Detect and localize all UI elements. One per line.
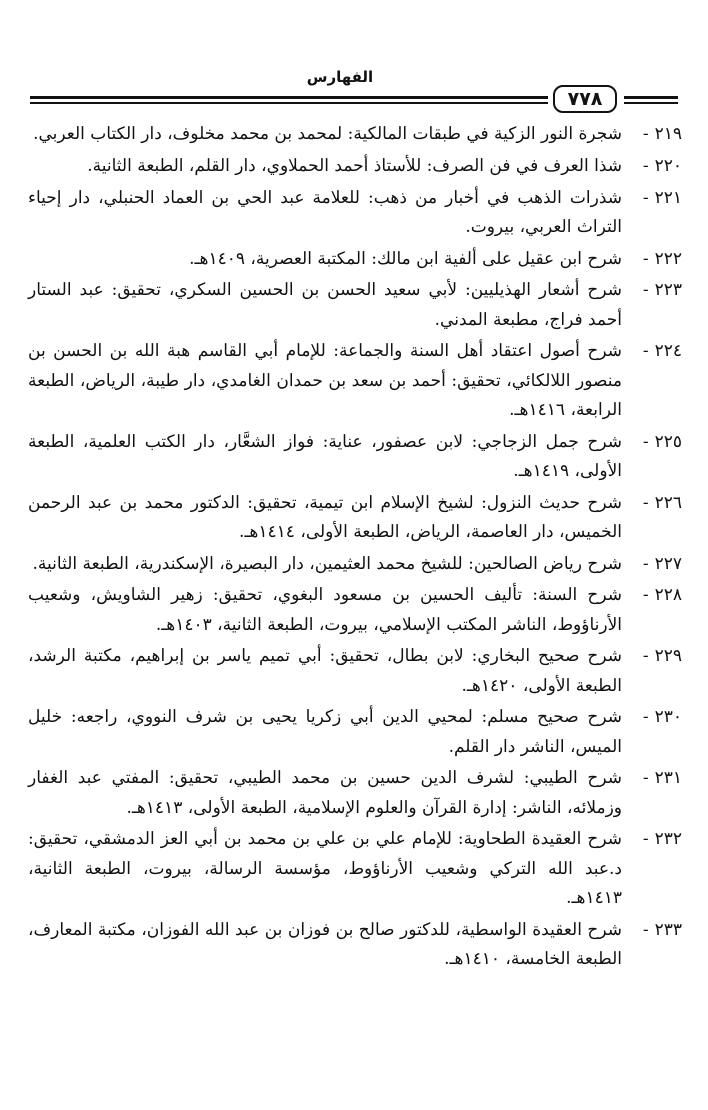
bibliography-entry bbox=[28, 916, 682, 974]
entry-number-value: ٢٢٠ bbox=[654, 155, 682, 176]
entry-text: شرح السنة: تأليف الحسين بن مسعود البغوي، تحقيق: زهير الشاويش، وشعيب الأرناؤوط، الناشر المكتب الإسلامي، بيروت، الطبعة الثانية، ١٤٠٣هـ. bbox=[28, 585, 622, 635]
entry-text: شجرة النور الزكية في طبقات المالكية: لمحمد بن محمد مخلوف، دار الكتاب العربي. bbox=[33, 124, 622, 144]
bibliography-entry bbox=[28, 152, 682, 181]
entry-number-value: ٢٢٥ bbox=[654, 431, 682, 452]
bibliography-entry bbox=[28, 581, 682, 639]
entry-number-value: ٢٢٣ bbox=[654, 280, 682, 301]
entry-dash: - bbox=[642, 341, 649, 362]
entry-text: شذا العرف في فن الصرف: للأستاذ أحمد الحملاوي، دار القلم، الطبعة الثانية. bbox=[87, 155, 622, 176]
entry-number bbox=[624, 642, 682, 671]
entry-dash: - bbox=[642, 280, 649, 301]
entry-text: شرح العقيدة الواسطية، للدكتور صالح بن فوزان بن عبد الله الفوزان، مكتبة المعارف، الطبعة الخامسة، ١٤١٠هـ. bbox=[28, 919, 622, 969]
entry-text: شرح الطيبي: لشرف الدين حسين بن محمد الطيبي، تحقيق: المفتي عبد الغفار وزملائه، الناشر: إدارة القرآن والعلوم الإسلامية، الطبعة الأولى، ١٤١٣هـ. bbox=[28, 768, 622, 818]
bibliography-entry bbox=[28, 642, 682, 700]
entry-dash: - bbox=[642, 646, 649, 667]
entry-number-value: ٢٢٨ bbox=[654, 585, 682, 606]
entry-number bbox=[624, 184, 682, 213]
entry-number bbox=[624, 152, 682, 181]
entry-number-value: ٢٢٧ bbox=[654, 553, 682, 574]
entry-dash: - bbox=[642, 768, 649, 789]
entry-number bbox=[624, 764, 682, 793]
entry-number-value: ٢٢٢ bbox=[654, 248, 682, 269]
page-header bbox=[0, 0, 708, 120]
entry-number-value: ٢٢٩ bbox=[654, 646, 682, 667]
entry-number-value: ٢١٩ bbox=[654, 124, 682, 144]
entry-number-value: ٢٢٤ bbox=[654, 341, 682, 362]
entry-text: شذرات الذهب في أخبار من ذهب: للعلامة عبد الحي بن العماد الحنبلي، دار إحياء التراث العربي، بيروت. bbox=[28, 187, 622, 237]
bibliography-entry bbox=[28, 489, 682, 547]
entry-dash: - bbox=[642, 124, 649, 144]
bibliography-entry bbox=[28, 184, 682, 242]
entry-dash: - bbox=[642, 829, 649, 850]
entry-dash: - bbox=[642, 155, 649, 176]
entry-text: شرح أصول اعتقاد أهل السنة والجماعة: للإمام أبي القاسم هبة الله بن الحسن بن منصور اللالكائي، تحقيق: أحمد بن سعد بن حمدان الغامدي، دار طيبة، الرياض، الطبعة الرابعة، ١٤١٦هـ. bbox=[28, 341, 622, 420]
entry-number-value: ٢٢٦ bbox=[654, 492, 682, 513]
bibliography-entry bbox=[28, 550, 682, 579]
entry-number bbox=[624, 703, 682, 732]
entry-dash: - bbox=[642, 431, 649, 452]
entry-number bbox=[624, 337, 682, 366]
entry-number-value: ٢٢١ bbox=[654, 187, 682, 208]
bibliography-entry bbox=[28, 703, 682, 761]
entry-number-value: ٢٣١ bbox=[654, 768, 682, 789]
bibliography-list bbox=[28, 120, 682, 977]
entry-text: شرح حديث النزول: لشيخ الإسلام ابن تيمية، تحقيق: الدكتور محمد بن عبد الرحمن الخميس، دار العاصمة، الرياض، الطبعة الأولى، ١٤١٤هـ. bbox=[28, 492, 622, 542]
entry-number-value: ٢٣٠ bbox=[654, 707, 682, 728]
entry-number bbox=[624, 120, 682, 149]
entry-dash: - bbox=[642, 707, 649, 728]
bibliography-entry bbox=[28, 428, 682, 486]
entry-text: شرح صحيح البخاري: لابن بطال، تحقيق: أبي تميم ياسر بن إبراهيم، مكتبة الرشد، الطبعة الأولى، ١٤٢٠هـ. bbox=[28, 646, 622, 696]
entry-dash: - bbox=[642, 187, 649, 208]
entry-text: شرح رياض الصالحين: للشيخ محمد العثيمين، دار البصيرة، الإسكندرية، الطبعة الثانية. bbox=[32, 553, 622, 574]
bibliography-entry bbox=[28, 337, 682, 425]
entry-number bbox=[624, 825, 682, 854]
entry-text: شرح جمل الزجاجي: لابن عصفور، عناية: فواز الشعَّار، دار الكتب العلمية، الطبعة الأولى، ١٤١٩هـ. bbox=[28, 431, 622, 481]
entry-number bbox=[624, 916, 682, 945]
entry-number-value: ٢٣٣ bbox=[654, 919, 682, 940]
entry-dash: - bbox=[642, 492, 649, 513]
entry-text: شرح صحيح مسلم: لمحيي الدين أبي زكريا يحيى بن شرف النووي، راجعه: خليل الميس، الناشر دار القلم. bbox=[28, 707, 622, 757]
bibliography-entry bbox=[28, 120, 682, 149]
header-rule bbox=[30, 102, 548, 104]
entry-number bbox=[624, 245, 682, 274]
page-number: ٧٧٨ bbox=[553, 85, 617, 113]
running-title: الفهارس bbox=[306, 68, 374, 86]
entry-number bbox=[624, 581, 682, 610]
bibliography-entry bbox=[28, 276, 682, 334]
entry-text: شرح أشعار الهذيليين: لأبي سعيد الحسن بن الحسين السكري، تحقيق: عبد الستار أحمد فراج، مطبعة المدني. bbox=[28, 280, 622, 330]
header-rule bbox=[624, 96, 678, 99]
bibliography-entry bbox=[28, 764, 682, 822]
entry-number bbox=[624, 550, 682, 579]
entry-text: شرح العقيدة الطحاوية: للإمام علي بن علي بن محمد بن أبي العز الدمشقي، تحقيق: د.عبد الله التركي وشعيب الأرناؤوط، مؤسسة الرسالة، بيروت، الطبعة الثانية، ١٤١٣هـ. bbox=[28, 829, 622, 908]
entry-dash: - bbox=[642, 585, 649, 606]
header-rule bbox=[624, 102, 678, 104]
entry-number bbox=[624, 489, 682, 518]
entry-number bbox=[624, 276, 682, 305]
entry-text: شرح ابن عقيل على ألفية ابن مالك: المكتبة العصرية، ١٤٠٩هـ. bbox=[189, 248, 622, 269]
entry-dash: - bbox=[642, 919, 649, 940]
bibliography-entry bbox=[28, 825, 682, 913]
entry-number-value: ٢٣٢ bbox=[654, 829, 682, 850]
entry-dash: - bbox=[642, 553, 649, 574]
header-rule bbox=[30, 96, 548, 99]
bibliography-entry bbox=[28, 245, 682, 274]
entry-dash: - bbox=[642, 248, 649, 269]
entry-number bbox=[624, 428, 682, 457]
